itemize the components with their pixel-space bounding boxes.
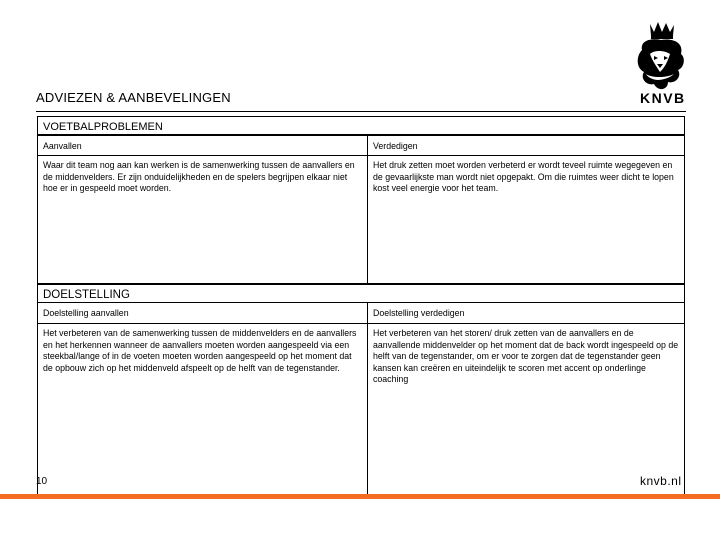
logo-wordmark: KNVB bbox=[640, 90, 686, 106]
page-title: ADVIEZEN & AANBEVELINGEN bbox=[36, 90, 231, 105]
site-link[interactable]: knvb.nl bbox=[640, 474, 682, 488]
goals-heading: DOELSTELLING bbox=[37, 284, 685, 303]
goals-attack-label: Doelstelling aanvallen bbox=[37, 302, 368, 324]
goals-defense-text: Het verbeteren van het storen/ druk zetten van de aanvallers en de aanvallende middenvelder op het moment dat de back wordt ingespeeld op de helft van de tegenstander, om er voor te zorgen dat de tegenstander geen kansen kan creëren en uiteindelijk te scoren met accent op onderlinge coaching bbox=[367, 323, 685, 495]
problems-attack-text: Waar dit team nog aan kan werken is de samenwerking tussen de aanvallers en de middenvelders. Er zijn onduidelijkheden en de spelers begrijpen elkaar niet hoe er in gespeeld moet worden. bbox=[37, 155, 368, 284]
problems-heading: VOETBALPROBLEMEN bbox=[37, 116, 685, 135]
problems-attack-label: Aanvallen bbox=[37, 135, 368, 156]
goals-defense-label: Doelstelling verdedigen bbox=[367, 302, 685, 324]
title-divider bbox=[36, 111, 686, 112]
goals-attack-text: Het verbeteren van de samenwerking tussen de middenvelders en de aanvallers en het herkennen wanneer de aanvallers moeten worden aangespeeld via een steekbal/lange of in de voeten moeten worden aangespeeld op het moment dat de opbouw zich op het middenveld afspeelt op de helft van de tegenstander. bbox=[37, 323, 368, 495]
problems-defense-label: Verdedigen bbox=[367, 135, 685, 156]
footer-accent-bar bbox=[0, 494, 720, 499]
page-number: 10 bbox=[36, 476, 48, 487]
problems-defense-text: Het druk zetten moet worden verbeterd er wordt teveel ruimte wegegeven en de gevaarlijkste man wordt niet opgepakt. Om die ruimtes weer dicht te lopen kost veel energie voor het team. bbox=[367, 155, 685, 284]
